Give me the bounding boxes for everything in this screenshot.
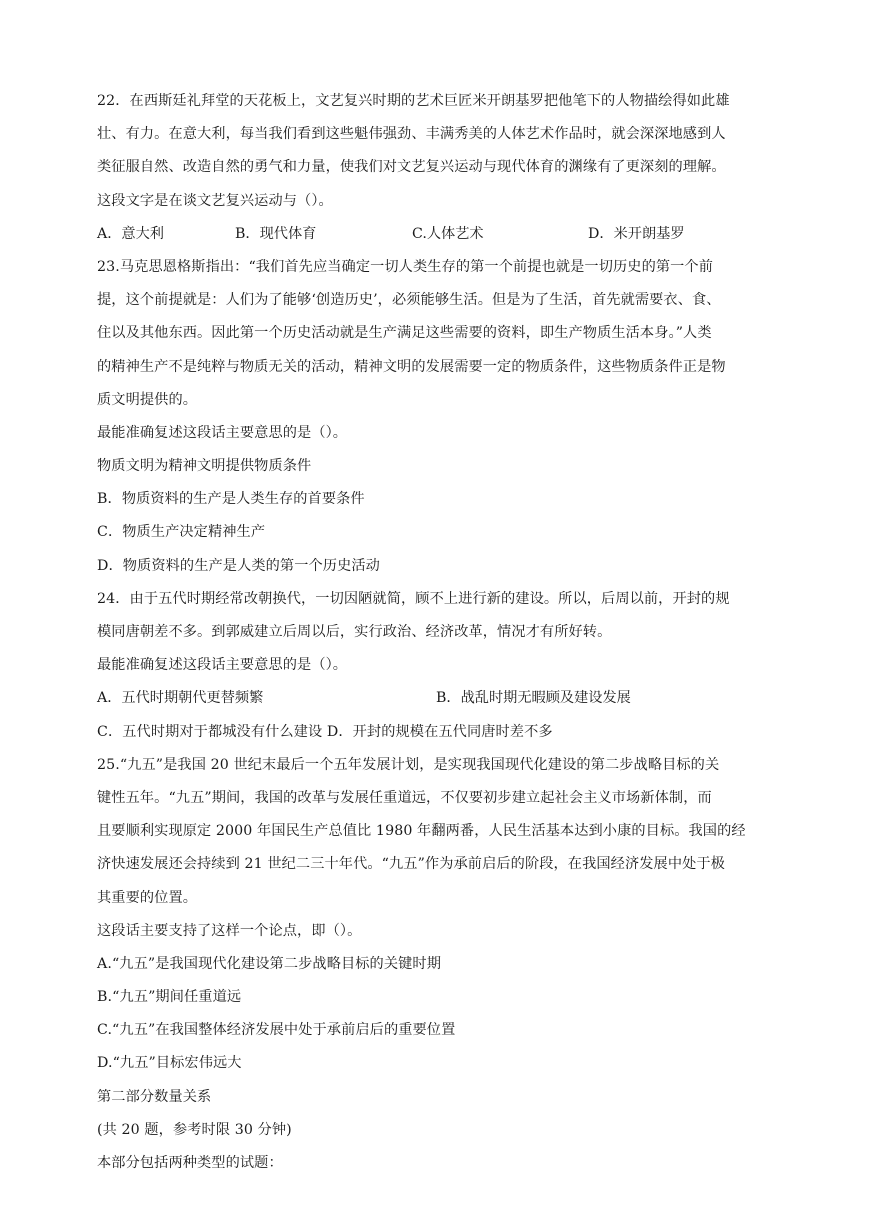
option-b: B．战乱时期无暇顾及建设发展 bbox=[436, 690, 631, 707]
section-title: 第二部分数量关系 bbox=[97, 1088, 212, 1105]
option-d: D.“九五”目标宏伟远大 bbox=[97, 1055, 242, 1072]
option-c-d: C．五代时期对于都城没有什么建设 D．开封的规模在五代同唐时差不多 bbox=[97, 723, 553, 740]
option-a: A.“九五”是我国现代化建设第二步战略目标的关键时期 bbox=[97, 955, 441, 972]
question-prompt: 这段文字是在谈文艺复兴运动与（）。 bbox=[97, 192, 333, 209]
question-text-line: 且要顺利实现原定 2000 年国民生产总值比 1980 年翻两番，人民生活基本达到小康的目标。我国的经 bbox=[97, 823, 746, 840]
option-a: 物质文明为精神文明提供物质条件 bbox=[97, 458, 312, 475]
question-text-line: 壮、有力。在意大利，每当我们看到这些魁伟强劲、丰满秀美的人体艺术作品时，就会深深地感到人 bbox=[97, 126, 726, 143]
question-text-line: 键性五年。“九五”期间，我国的改革与发展任重道远，不仅要初步建立起社会主义市场新体制，而 bbox=[97, 789, 712, 806]
question-text-line: 22．在西斯廷礼拜堂的天花板上，文艺复兴时期的艺术巨匠米开朗基罗把他笔下的人物描绘得如此雄 bbox=[97, 93, 730, 109]
question-23 bbox=[97, 251, 777, 583]
question-prompt: 最能准确复述这段话主要意思的是（）。 bbox=[97, 657, 348, 674]
option-b: B.“九五”期间任重道远 bbox=[97, 989, 242, 1006]
question-text-line: 质文明提供的。 bbox=[97, 391, 198, 408]
option-a: A．意大利 bbox=[97, 225, 164, 242]
question-text-line: 其重要的位置。 bbox=[97, 889, 198, 906]
option-d: D．米开朗基罗 bbox=[588, 225, 685, 242]
question-text-line: 25.“九五”是我国 20 世纪末最后一个五年发展计划，是实现我国现代化建设的第二步战略目标的关 bbox=[97, 756, 720, 773]
option-c: C．物质生产决定精神生产 bbox=[97, 524, 266, 541]
question-text-line: 23.马克思恩格斯指出：“我们首先应当确定一切人类生存的第一个前提也就是一切历史的第一个前 bbox=[97, 258, 714, 275]
question-text-line: 24．由于五代时期经常改朝换代，一切因陋就简，顾不上进行新的建设。所以，后周以前，开封的规 bbox=[97, 590, 730, 607]
question-22 bbox=[97, 85, 777, 251]
part-two-section bbox=[97, 1081, 777, 1181]
option-a: A．五代时期朝代更替频繁 bbox=[97, 690, 264, 707]
section-subtitle: (共 20 题，参考时限 30 分钟) bbox=[97, 1121, 292, 1138]
option-d: D．物质资料的生产是人类的第一个历史活动 bbox=[97, 557, 380, 574]
question-text-line: 模同唐朝差不多。到郭威建立后周以后，实行政治、经济改革，情况才有所好转。 bbox=[97, 624, 612, 640]
question-text-line: 济快速发展还会持续到 21 世纪二三十年代。“九五”作为承前启后的阶段，在我国经济发展中处于极 bbox=[97, 856, 725, 873]
question-text-line: 住以及其他东西。因此第一个历史活动就是生产满足这些需要的资料，即生产物质生活本身。”人类 bbox=[97, 325, 712, 342]
option-b: B．物质资料的生产是人类生存的首要条件 bbox=[97, 491, 365, 508]
question-text-line: 的精神生产不是纯粹与物质无关的活动，精神文明的发展需要一定的物质条件，这些物质条件正是物 bbox=[97, 358, 726, 375]
option-c: C.“九五”在我国整体经济发展中处于承前启后的重要位置 bbox=[97, 1022, 456, 1039]
answer-options bbox=[97, 682, 777, 715]
option-c: C.人体艺术 bbox=[412, 225, 484, 242]
question-prompt: 这段话主要支持了这样一个论点，即（）。 bbox=[97, 922, 362, 939]
option-b: B．现代体育 bbox=[235, 225, 317, 242]
question-text-line: 提，这个前提就是：人们为了能够‘创造历史’，必须能够生活。但是为了生活，首先就需要衣、食、 bbox=[97, 292, 721, 309]
document-page bbox=[97, 85, 777, 1180]
question-24 bbox=[97, 583, 777, 749]
answer-options bbox=[97, 218, 777, 251]
question-prompt: 最能准确复述这段话主要意思的是（）。 bbox=[97, 424, 348, 441]
question-text-line: 类征服自然、改造自然的勇气和力量，使我们对文艺复兴运动与现代体育的渊缘有了更深刻的理解。 bbox=[97, 159, 726, 176]
question-25 bbox=[97, 749, 777, 1081]
section-intro: 本部分包括两种类型的试题： bbox=[97, 1155, 283, 1171]
